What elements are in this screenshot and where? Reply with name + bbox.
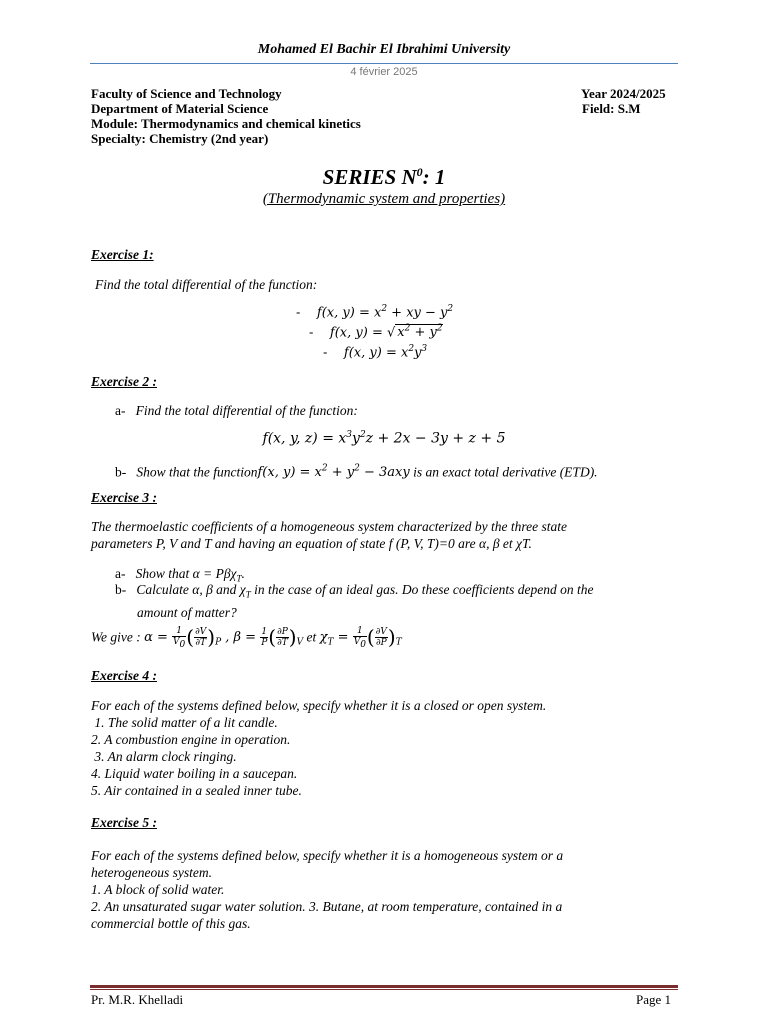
list-item: 1. The solid matter of a lit candle. (91, 715, 278, 730)
footer-rule-thin (90, 989, 678, 990)
list-item: 3. An alarm clock ringing. (91, 749, 237, 764)
list-item: 5. Air contained in a sealed inner tube. (91, 783, 302, 798)
exercise-1-item-1: - f(x, $y) = x^2$ + xy − $y^2$ (296, 304, 454, 321)
list-item: 2. A combustion engine in operation. (91, 732, 291, 747)
exercise-3-title: Exercise 3 : (91, 490, 157, 505)
page-number: Page 1 (636, 992, 672, 1007)
exercise-3-definitions: We give : α = $\frac{1}{V_0}$ ( $\frac{\partial V}{\partial T}$ )$_P$ , β = $\frac{1}{P}$ ( $\frac{\partial P}{\partial T}$ )$_V$ et $\chi_T$ = $\frac{1}{V_0}$ ( $\frac{\partial V}{\partial P}$ )$_T$ (91, 625, 402, 650)
field: Field: S.M (582, 101, 641, 116)
list-item: 4. Liquid water boiling in a saucepan. (91, 766, 298, 781)
list-item: 1. A block of solid water. (91, 882, 225, 897)
document-date: 4 février 2025 (350, 66, 418, 78)
exercise-1-intro: Find the total differential of the function: (95, 277, 318, 292)
academic-year: Year 2024/2025 (581, 86, 666, 101)
header-rule (90, 63, 678, 64)
exercise-1-item-2: - f(x, y) = √ $x^2 + y^2$ (309, 324, 443, 341)
exercise-2-a: a- Find the total differential of the function: (115, 403, 358, 418)
header-right (560, 86, 680, 116)
header-left (91, 86, 361, 146)
specialty: Specialty: Chemistry (2nd year) (91, 131, 269, 146)
exercise-5-body: For each of the systems defined below, specify whether it is a homogeneous system or a heterogeneous system. 1. A block of solid water. 2. An unsaturated sugar water solution. 3. Butane, at room temperature, contained in a commercial bottle of this gas. (91, 847, 691, 932)
exercise-1-title: Exercise 1: (91, 247, 154, 262)
exercise-4-title: Exercise 4 : (91, 668, 157, 683)
module: Module: Thermodynamics and chemical kinetics (91, 116, 361, 131)
exercise-1-item-3: - f(x, $y) = x^2y^3$ (323, 344, 428, 361)
exercise-2-title: Exercise 2 : (91, 374, 157, 389)
faculty: Faculty of Science and Technology (91, 86, 282, 101)
exercise-3-paragraph: The thermoelastic coefficients of a homogeneous system characterized by the three state parameters P, V and T and having an equation of state f (P, V, T)=0 are α, β et χT. (91, 519, 568, 551)
exercise-3-a: a- Show that α = Pβχ$_T$. (115, 566, 245, 584)
exercise-4-body: For each of the systems defined below, specify whether it is a closed or open system. 1. The solid matter of a lit candle. 2. A combustion engine in operation. 3. An alarm clock ringing. 4. Liquid water boiling in a saucepan. 5. Air contained in a sealed inner tube. (91, 697, 691, 799)
footer-rule-thick (90, 985, 678, 988)
exercise-5-title: Exercise 5 : (91, 815, 157, 830)
list-item: 2. An unsaturated sugar water solution. 3. Butane, at room temperature, contained in a (91, 899, 563, 914)
university-name: Mohamed El Bachir El Ibrahimi University (257, 42, 511, 57)
footer-author: Pr. M.R. Khelladi (91, 992, 184, 1007)
exercise-3-b: b- Calculate α, β and $\chi_T$ in the case of an ideal gas. Do these coefficients depend on the amount of matter? (115, 582, 594, 620)
exercise-2-b: b- Show that the functionf(x, $y) = x^2 + y^2 - 3axy$ is an exact total derivative (ETD). (115, 464, 598, 481)
department: Department of Material Science (91, 101, 269, 116)
exercise-2-a-formula: f(x, y, $z) = x^3y^2z + 2x - 3y + z + 5$ (262, 430, 506, 447)
series-title: SERIES $N^0$: 1 (322, 165, 446, 189)
series-subtitle: (Thermodynamic system and properties) (262, 191, 506, 207)
